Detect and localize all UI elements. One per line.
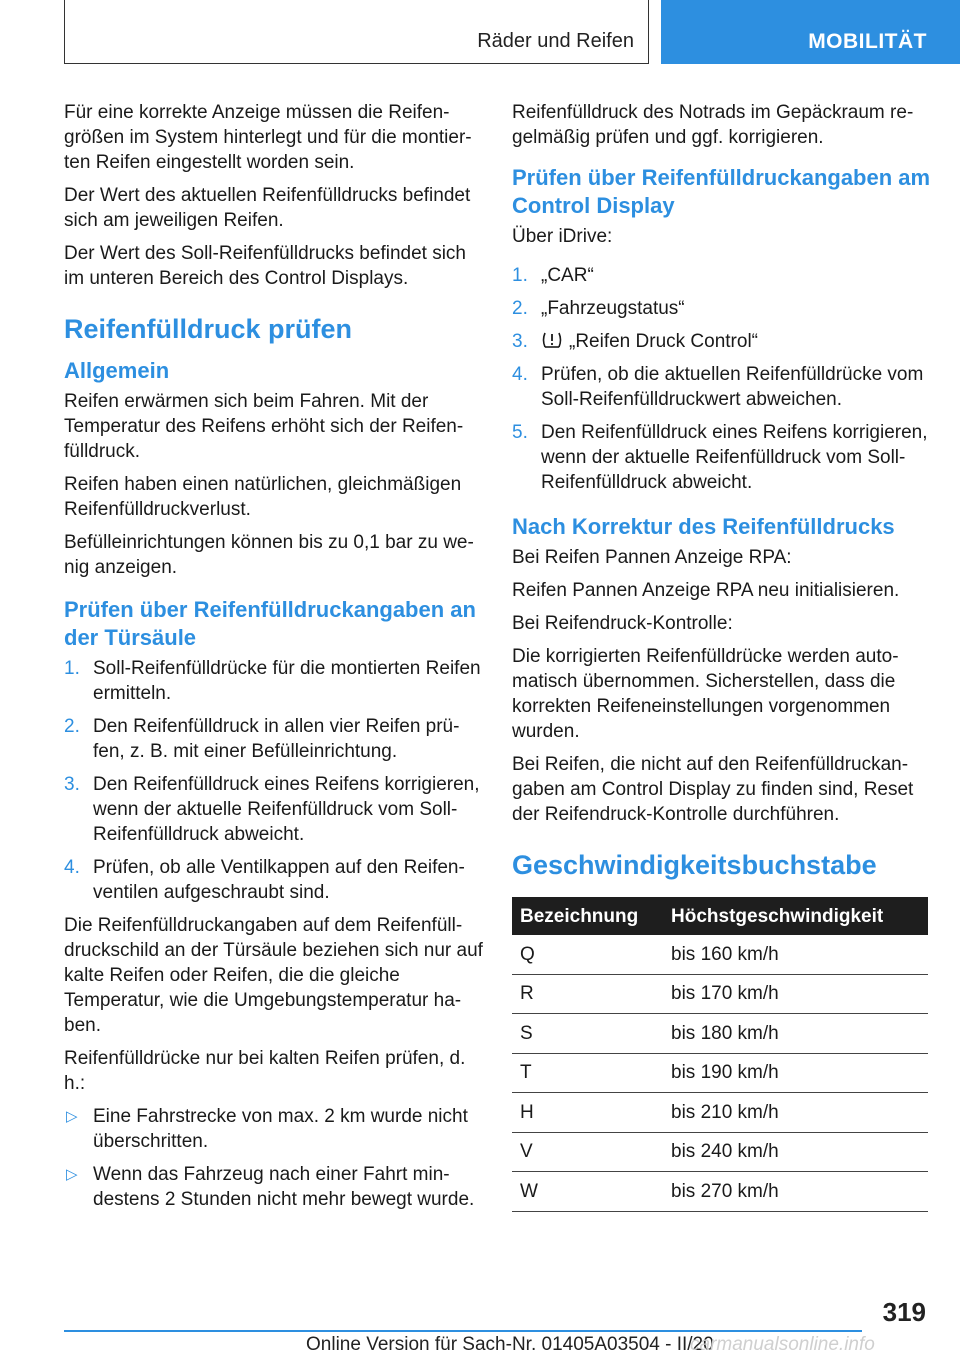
paragraph: Bei Reifen Pannen Anzeige RPA: xyxy=(512,547,792,568)
paragraph: Für eine korrekte Anzeige müssen die Reifengrößen im System hinterlegt und für die montierten Reifen eingestellt worden sein. xyxy=(64,102,472,173)
header-section-title: Räder und Reifen xyxy=(477,30,634,52)
header-chapter-title: MOBILITÄT xyxy=(808,30,927,53)
table-row: S bis 180 km/h xyxy=(512,1014,928,1054)
heading-geschwindigkeitsbuchstabe: Geschwindigkeitsbuchstabe xyxy=(512,850,877,880)
triangle-bullet-icon: ▷ xyxy=(66,1108,78,1125)
list-item: 1. „CAR“ xyxy=(512,265,594,286)
table-row: Q bis 160 km/h xyxy=(512,935,928,974)
paragraph: Reifen Pannen Anzeige RPA neu initialisieren. xyxy=(512,580,900,601)
watermark: carmanualsonline.info xyxy=(690,1334,875,1355)
table-header-cell: Bezeichnung xyxy=(512,897,663,935)
table-row: T bis 190 km/h xyxy=(512,1053,928,1093)
paragraph: Reifen haben einen natürlichen, gleichmäßigen Reifenfülldruckverlust. xyxy=(64,474,462,520)
paragraph: Über iDrive: xyxy=(512,226,613,247)
triangle-bullet-icon: ▷ xyxy=(66,1166,78,1183)
tire-pressure-warning-icon xyxy=(541,330,563,350)
page-number: 319 xyxy=(882,1297,926,1327)
speed-rating-table xyxy=(512,897,928,1212)
paragraph: Die Reifenfülldruckangaben auf dem Reifenfülldruckschild an der Türsäule beziehen sich nur auf kalte Reifen oder Reifen, die die gleiche Temperatur, wie die Umgebungstemperatur haben. xyxy=(64,915,483,1036)
paragraph: Reifen erwärmen sich beim Fahren. Mit der Temperatur des Reifens erhöht sich der Reifenfülldruck. xyxy=(64,391,464,462)
left-column xyxy=(64,100,484,1220)
footer-online-version: Online Version für Sach-Nr. 01405A03504 - II/20 xyxy=(306,1334,714,1355)
heading-allgemein: Allgemein xyxy=(64,358,170,383)
right-column xyxy=(512,100,932,1212)
heading-reifenfuelldruck-pruefen: Reifenfülldruck prüfen xyxy=(64,314,353,344)
paragraph: Reifenfülldruck des Notrads im Gepäckraum regelmäßig prüfen und ggf. korrigieren. xyxy=(512,102,914,148)
table-row: H bis 210 km/h xyxy=(512,1093,928,1133)
table-row: V bis 240 km/h xyxy=(512,1132,928,1172)
paragraph: Reifenfülldrücke nur bei kalten Reifen prüfen, d. h.: xyxy=(64,1048,466,1094)
heading-tuersaeule: Prüfen über Reifenfülldruckangaben an der Türsäule xyxy=(64,597,476,650)
list-item: 1. Soll-Reifenfülldrücke für die montierten Reifen ermitteln. xyxy=(64,658,481,704)
paragraph: Der Wert des Soll-Reifenfülldrucks befindet sich im unteren Bereich des Control Displays. xyxy=(64,243,466,289)
list-item: ▷ Eine Fahrstrecke von max. 2 km wurde nicht überschritten. xyxy=(66,1106,468,1152)
table-row: R bis 170 km/h xyxy=(512,974,928,1014)
table-row: W bis 270 km/h xyxy=(512,1172,928,1212)
list-item: 3. Den Reifenfülldruck eines Reifens korrigieren, wenn der aktuelle Reifenfülldruck vom Soll-Reifenfülldruck abweicht. xyxy=(64,774,480,845)
paragraph: Die korrigierten Reifenfülldrücke werden automatisch übernommen. Sicherstellen, dass die korrekten Reifeneinstellungen vorgenommen wurden. xyxy=(512,646,899,742)
table-header-row xyxy=(512,897,928,935)
steps-list-left xyxy=(64,656,484,905)
paragraph: Der Wert des aktuellen Reifenfülldrucks befindet sich am jeweiligen Reifen. xyxy=(64,185,471,231)
list-item: 2. Den Reifenfülldruck in allen vier Reifen prüfen, z. B. mit einer Befülleinrichtung. xyxy=(64,716,460,762)
paragraph: Befülleinrichtungen können bis zu 0,1 bar zu wenig anzeigen. xyxy=(64,532,474,578)
list-item: ▷ Wenn das Fahrzeug nach einer Fahrt mindestens 2 Stunden nicht mehr bewegt wurde. xyxy=(66,1164,475,1210)
footer-divider xyxy=(64,1330,862,1332)
list-item: 4. Prüfen, ob die aktuellen Reifenfülldrücke vom Soll-Reifenfülldruckwert abweichen. xyxy=(512,364,924,410)
list-item: 5. Den Reifenfülldruck eines Reifens korrigieren, wenn der aktuelle Reifenfülldruck vom Soll-Reifenfülldruck abweicht. xyxy=(512,422,928,493)
steps-list-right xyxy=(512,263,932,495)
heading-control-display: Prüfen über Reifenfülldruckangaben am Control Display xyxy=(512,165,931,218)
paragraph: Bei Reifen, die nicht auf den Reifenfülldruckangaben am Control Display zu finden sind, Reset der Reifendruck-Kontrolle durchführen. xyxy=(512,754,914,825)
list-item: 2. „Fahrzeugstatus“ xyxy=(512,298,685,319)
header-section-box xyxy=(64,0,649,64)
heading-nach-korrektur: Nach Korrektur des Reifenfülldrucks xyxy=(512,514,895,539)
list-item: 3. „Reifen Druck Control“ xyxy=(512,331,758,352)
bullet-list xyxy=(64,1104,484,1212)
list-item: 4. Prüfen, ob alle Ventilkappen auf den Reifenventilen aufgeschraubt sind. xyxy=(64,857,465,903)
header-chapter-tab xyxy=(661,0,960,64)
table-header-cell: Höchstgeschwindigkeit xyxy=(663,897,928,935)
paragraph: Bei Reifendruck-Kontrolle: xyxy=(512,613,733,634)
